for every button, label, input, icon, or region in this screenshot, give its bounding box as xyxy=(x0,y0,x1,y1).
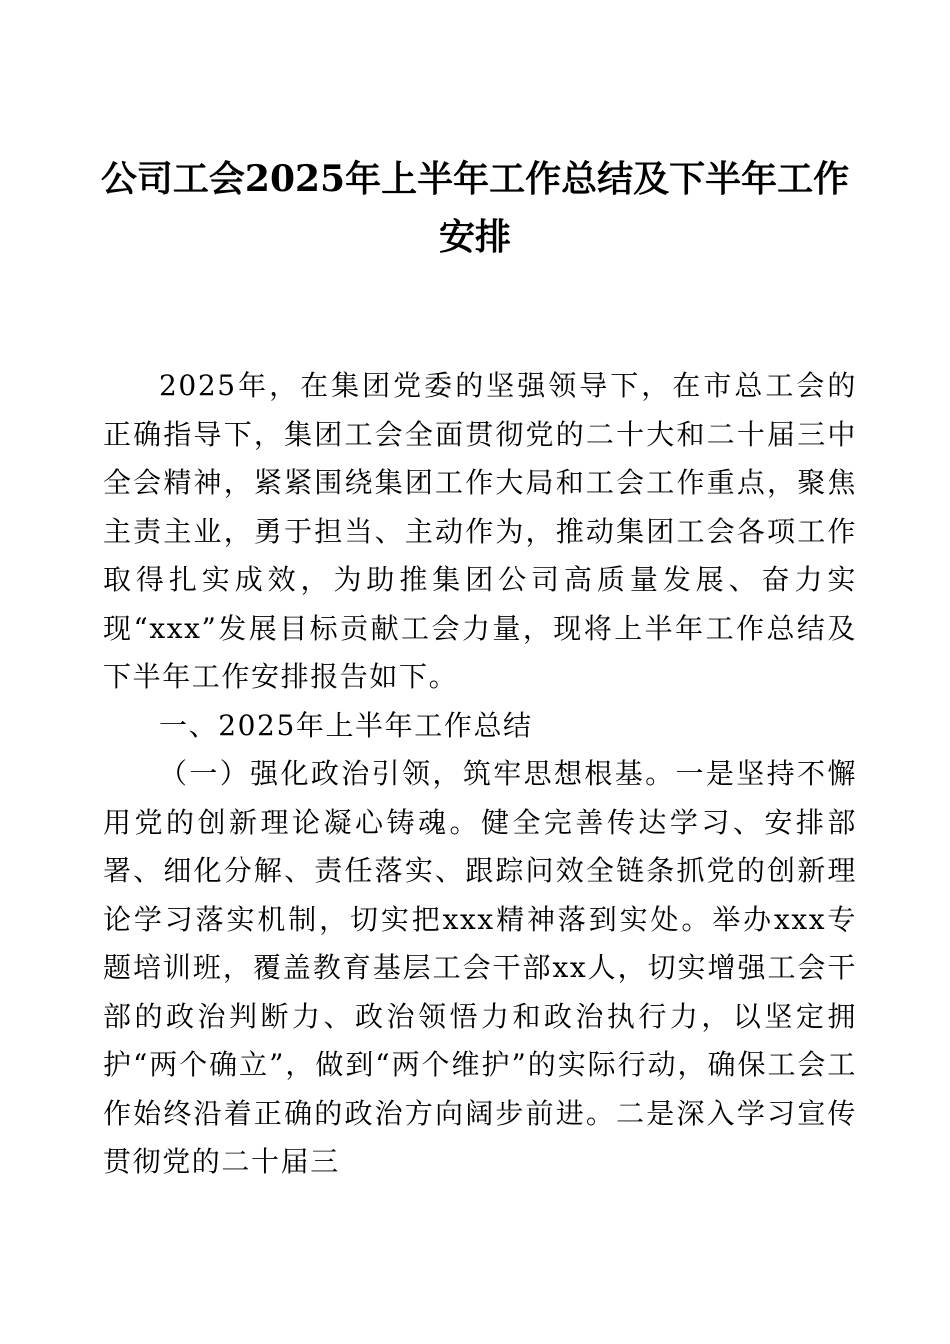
body-paragraph: （一）强化政治引领，筑牢思想根基。一是坚持不懈用党的创新理论凝心铸魂。健全完善传达学习、安排部署、细化分解、责任落实、跟踪问效全链条抓党的创新理论学习落实机制，切实把xxx精神落到实处。举办xxx专题培训班，覆盖教育基层工会干部xx人，切实增强工会干部的政治判断力、政治领悟力和政治执行力，以坚定拥护“两个确立”，做到“两个维护”的实际行动，确保工会工作始终沿着正确的政治方向阔步前进。二是深入学习宣传贯彻党的二十届三 xyxy=(103,757,857,1178)
section-heading: 一、2025年上半年工作总结 xyxy=(159,708,533,742)
document-title: 公司工会2025年上半年工作总结及下半年工作安排 xyxy=(100,158,850,258)
intro-paragraph: 2025年，在集团党委的坚强领导下，在市总工会的正确指导下，集团工会全面贯彻党的二十大和二十届三中全会精神，紧紧围绕集团工作大局和工会工作重点，聚焦主责主业，勇于担当、主动作为，推动集团工会各项工作取得扎实成效，为助推集团公司高质量发展、奋力实现“xxx”发展目标贡献工会力量，现将上半年工作总结及下半年工作安排报告如下。 xyxy=(103,369,857,693)
document-body xyxy=(103,362,857,1187)
